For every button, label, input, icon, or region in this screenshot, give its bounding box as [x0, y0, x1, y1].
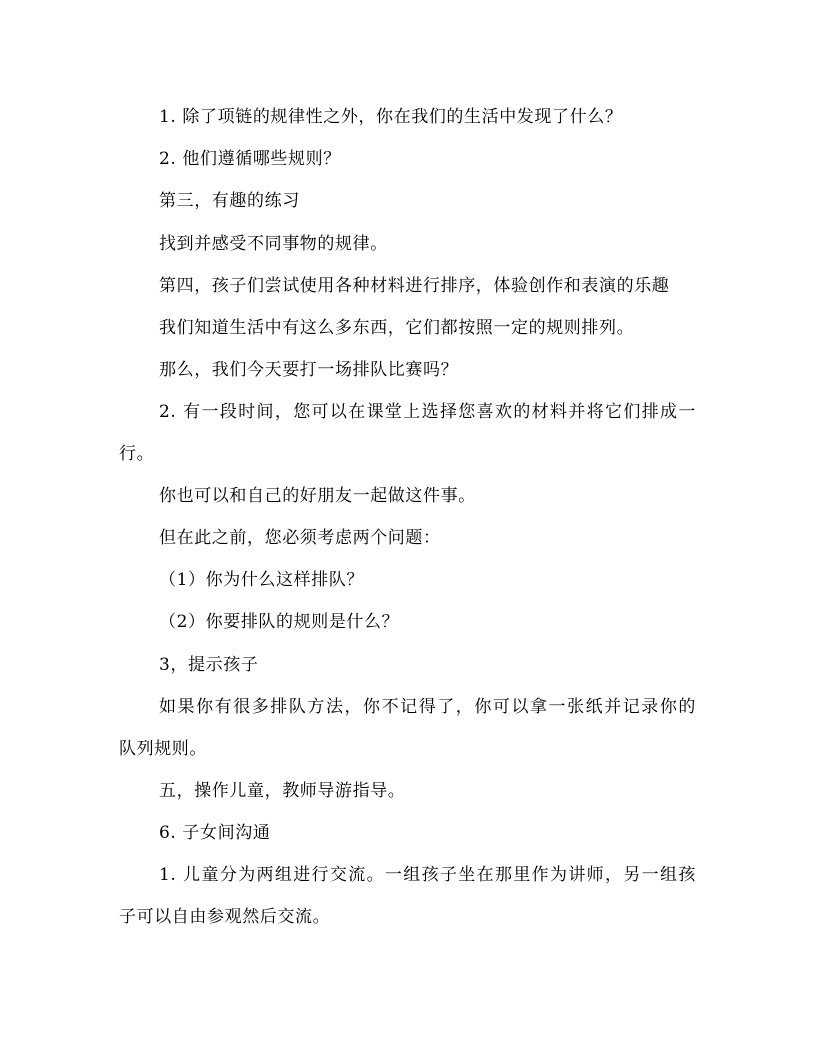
paragraph-line-16: 队列规则。: [119, 739, 207, 759]
section-heading-4: 第四，孩子们尝试使用各种材料进行排序，体验创作和表演的乐趣: [159, 276, 670, 296]
section-heading-3: 第三，有趣的练习: [159, 191, 300, 211]
paragraph-line-11: 但在此之前，您必须考虑两个问题：: [159, 528, 441, 548]
paragraph-line-4: 找到并感受不同事物的规律。: [159, 234, 388, 254]
paragraph-line-20: 子可以自由参观然后交流。: [119, 907, 331, 927]
section-heading-3-tips: 3，提示孩子: [159, 655, 259, 675]
paragraph-line-7: 那么，我们今天要打一场排队比赛吗？: [159, 360, 459, 380]
paragraph-line-9: 行。: [119, 444, 155, 464]
paragraph-line-19: 1. 儿童分为两组进行交流。一组孩子坐在那里作为讲师，另一组孩: [159, 865, 696, 885]
paragraph-line-1: 1. 除了项链的规律性之外，你在我们的生活中发现了什么？: [159, 107, 623, 127]
paragraph-line-2: 2. 他们遵循哪些规则？: [159, 149, 341, 169]
section-heading-6: 6. 子女间沟通: [159, 823, 271, 843]
paragraph-line-10: 你也可以和自己的好朋友一起做这件事。: [159, 486, 476, 506]
list-item-2: （2）你要排队的规则是什么？: [159, 612, 400, 632]
section-heading-5: 五，操作儿童，教师导游指导。: [159, 781, 406, 801]
paragraph-line-8: 2. 有一段时间，您可以在课堂上选择您喜欢的材料并将它们排成一: [159, 402, 696, 422]
paragraph-line-15: 如果你有很多排队方法，你不记得了，你可以拿一张纸并记录你的: [159, 697, 696, 717]
paragraph-line-6: 我们知道生活中有这么多东西，它们都按照一定的规则排列。: [159, 318, 635, 338]
list-item-1: （1）你为什么这样排队？: [159, 570, 365, 590]
